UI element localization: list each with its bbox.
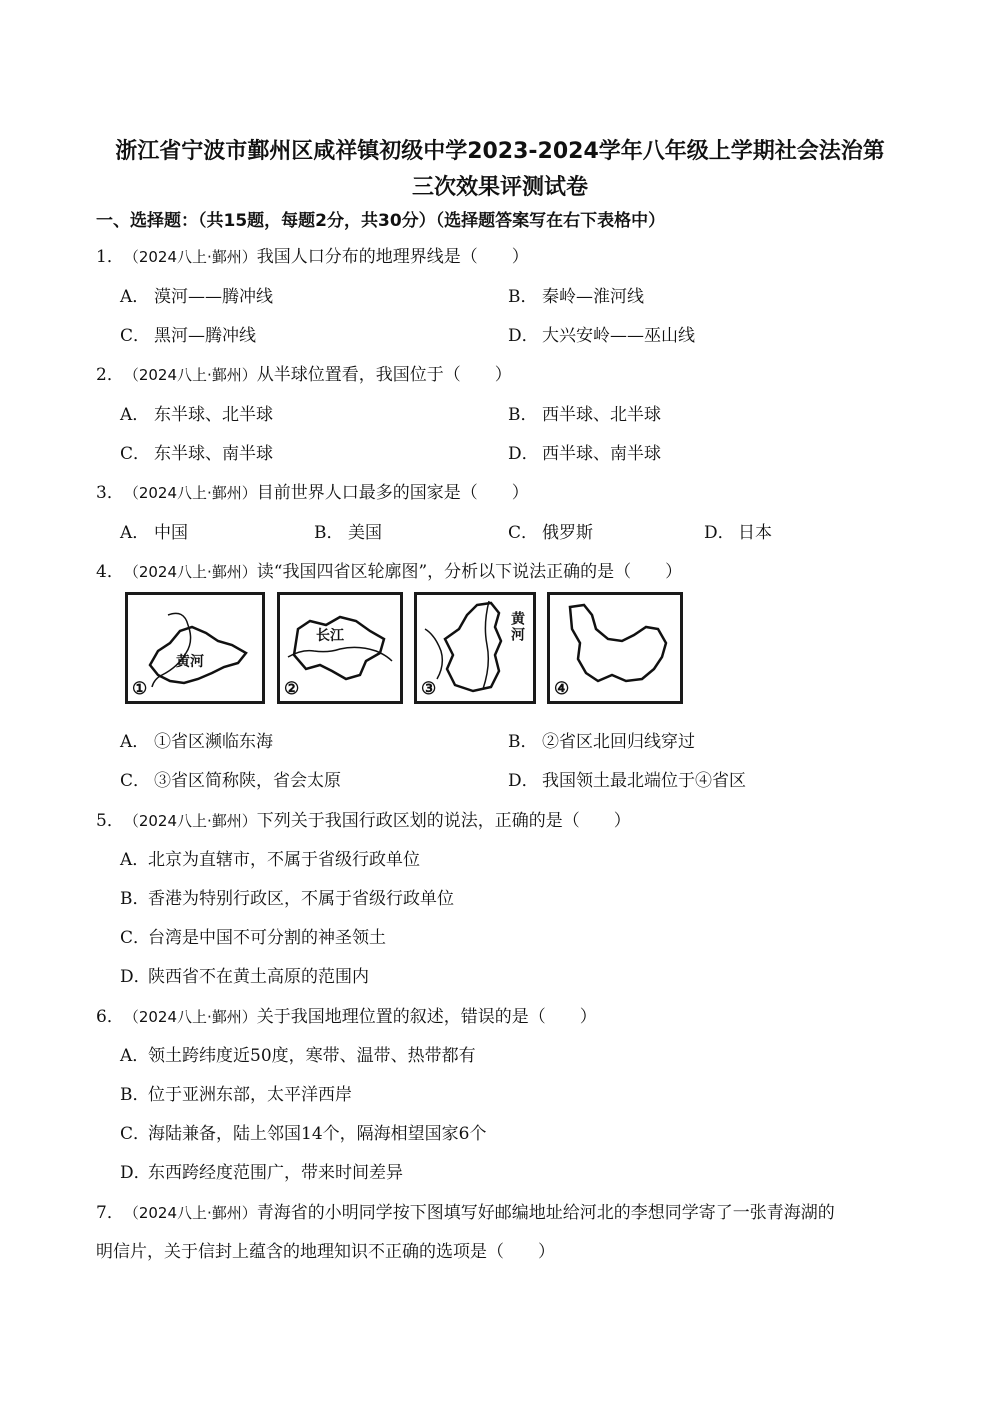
question-5-stem: 5．（2024八上·鄞州）下列关于我国行政区划的说法，正确的是（ ）: [96, 811, 631, 831]
question-6-stem: 6．（2024八上·鄞州）关于我国地理位置的叙述，错误的是（ ）: [96, 1007, 597, 1027]
q3-option-a: A． 中国: [120, 523, 188, 543]
question-2-stem: 2．（2024八上·鄞州）从半球位置看，我国位于（ ）: [96, 365, 512, 385]
map3-number: ③: [421, 679, 437, 699]
q5-option-b: B．香港为特别行政区，不属于省级行政单位: [120, 889, 454, 909]
province-map-3: [414, 592, 536, 704]
question-source: （2024八上·鄞州）: [123, 248, 257, 266]
section-heading: 一、选择题：（共15题，每题2分，共30分）（选择题答案写在右下表格中）: [96, 211, 666, 231]
province-outline-4: [550, 595, 680, 701]
province-outline-maps: [125, 592, 685, 707]
q6-option-d: D．东西跨经度范围广，带来时间差异: [120, 1163, 403, 1183]
map2-river-label: 长江: [316, 628, 344, 644]
exam-title-line2: 三次效果评测试卷: [411, 175, 588, 200]
q6-option-a: A．领土跨纬度近50度，寒带、温带、热带都有: [120, 1046, 476, 1066]
question-7-stem: 7．（2024八上·鄞州）青海省的小明同学按下图填写好邮编地址给河北的李想同学寄了一张青海湖的: [96, 1203, 835, 1223]
question-7-stem-line2: 明信片，关于信封上蕴含的地理知识不正确的选项是（ ）: [96, 1242, 555, 1262]
q5-option-a: A．北京为直辖市，不属于省级行政单位: [120, 850, 420, 870]
province-map-2: [277, 592, 403, 704]
q4-option-c: C． ③省区简称陕，省会太原: [120, 771, 341, 791]
q4-option-a: A． ①省区濒临东海: [120, 732, 273, 752]
map3-river-label: 黄河: [509, 611, 525, 643]
question-3-stem: 3．（2024八上·鄞州）目前世界人口最多的国家是（ ）: [96, 483, 529, 503]
question-text: 我国人口分布的地理界线是（ ）: [256, 247, 529, 267]
q6-option-b: B．位于亚洲东部，太平洋西岸: [120, 1085, 352, 1105]
q2-option-d: D． 西半球、南半球: [508, 444, 661, 464]
question-4-stem: 4．（2024八上·鄞州）读“我国四省区轮廓图”，分析以下说法正确的是（ ）: [96, 562, 683, 582]
q1-option-d: D． 大兴安岭——巫山线: [508, 326, 695, 346]
province-outline-1: [128, 595, 262, 701]
map1-river-label: 黄河: [176, 654, 204, 670]
question-1-stem: [96, 242, 529, 267]
q6-option-c: C．海陆兼备，陆上邻国14个，隔海相望国家6个: [120, 1124, 487, 1144]
q1-option-a: A． 漠河——腾冲线: [120, 287, 273, 307]
q1-option-b: B． 秦岭—淮河线: [508, 287, 644, 307]
q2-option-a: A． 东半球、北半球: [120, 405, 273, 425]
q4-option-d: D． 我国领土最北端位于④省区: [508, 771, 746, 791]
q4-option-b: B． ②省区北回归线穿过: [508, 732, 695, 752]
province-map-1: [125, 592, 265, 704]
map1-number: ①: [132, 679, 148, 699]
q3-option-b: B． 美国: [314, 523, 382, 543]
map2-number: ②: [284, 679, 300, 699]
exam-title-line1: 浙江省宁波市鄞州区咸祥镇初级中学2023-2024学年八年级上学期社会法治第: [115, 139, 885, 164]
q2-option-b: B． 西半球、北半球: [508, 405, 661, 425]
map4-number: ④: [554, 679, 570, 699]
province-map-4: [547, 592, 683, 704]
q3-option-d: D． 日本: [704, 523, 772, 543]
q5-option-d: D．陕西省不在黄土高原的范围内: [120, 967, 369, 987]
q3-option-c: C． 俄罗斯: [508, 523, 593, 543]
q1-option-c: C． 黑河—腾冲线: [120, 326, 256, 346]
q2-option-c: C． 东半球、南半球: [120, 444, 273, 464]
q5-option-c: C．台湾是中国不可分割的神圣领土: [120, 928, 386, 948]
question-number: 1．: [96, 247, 124, 267]
